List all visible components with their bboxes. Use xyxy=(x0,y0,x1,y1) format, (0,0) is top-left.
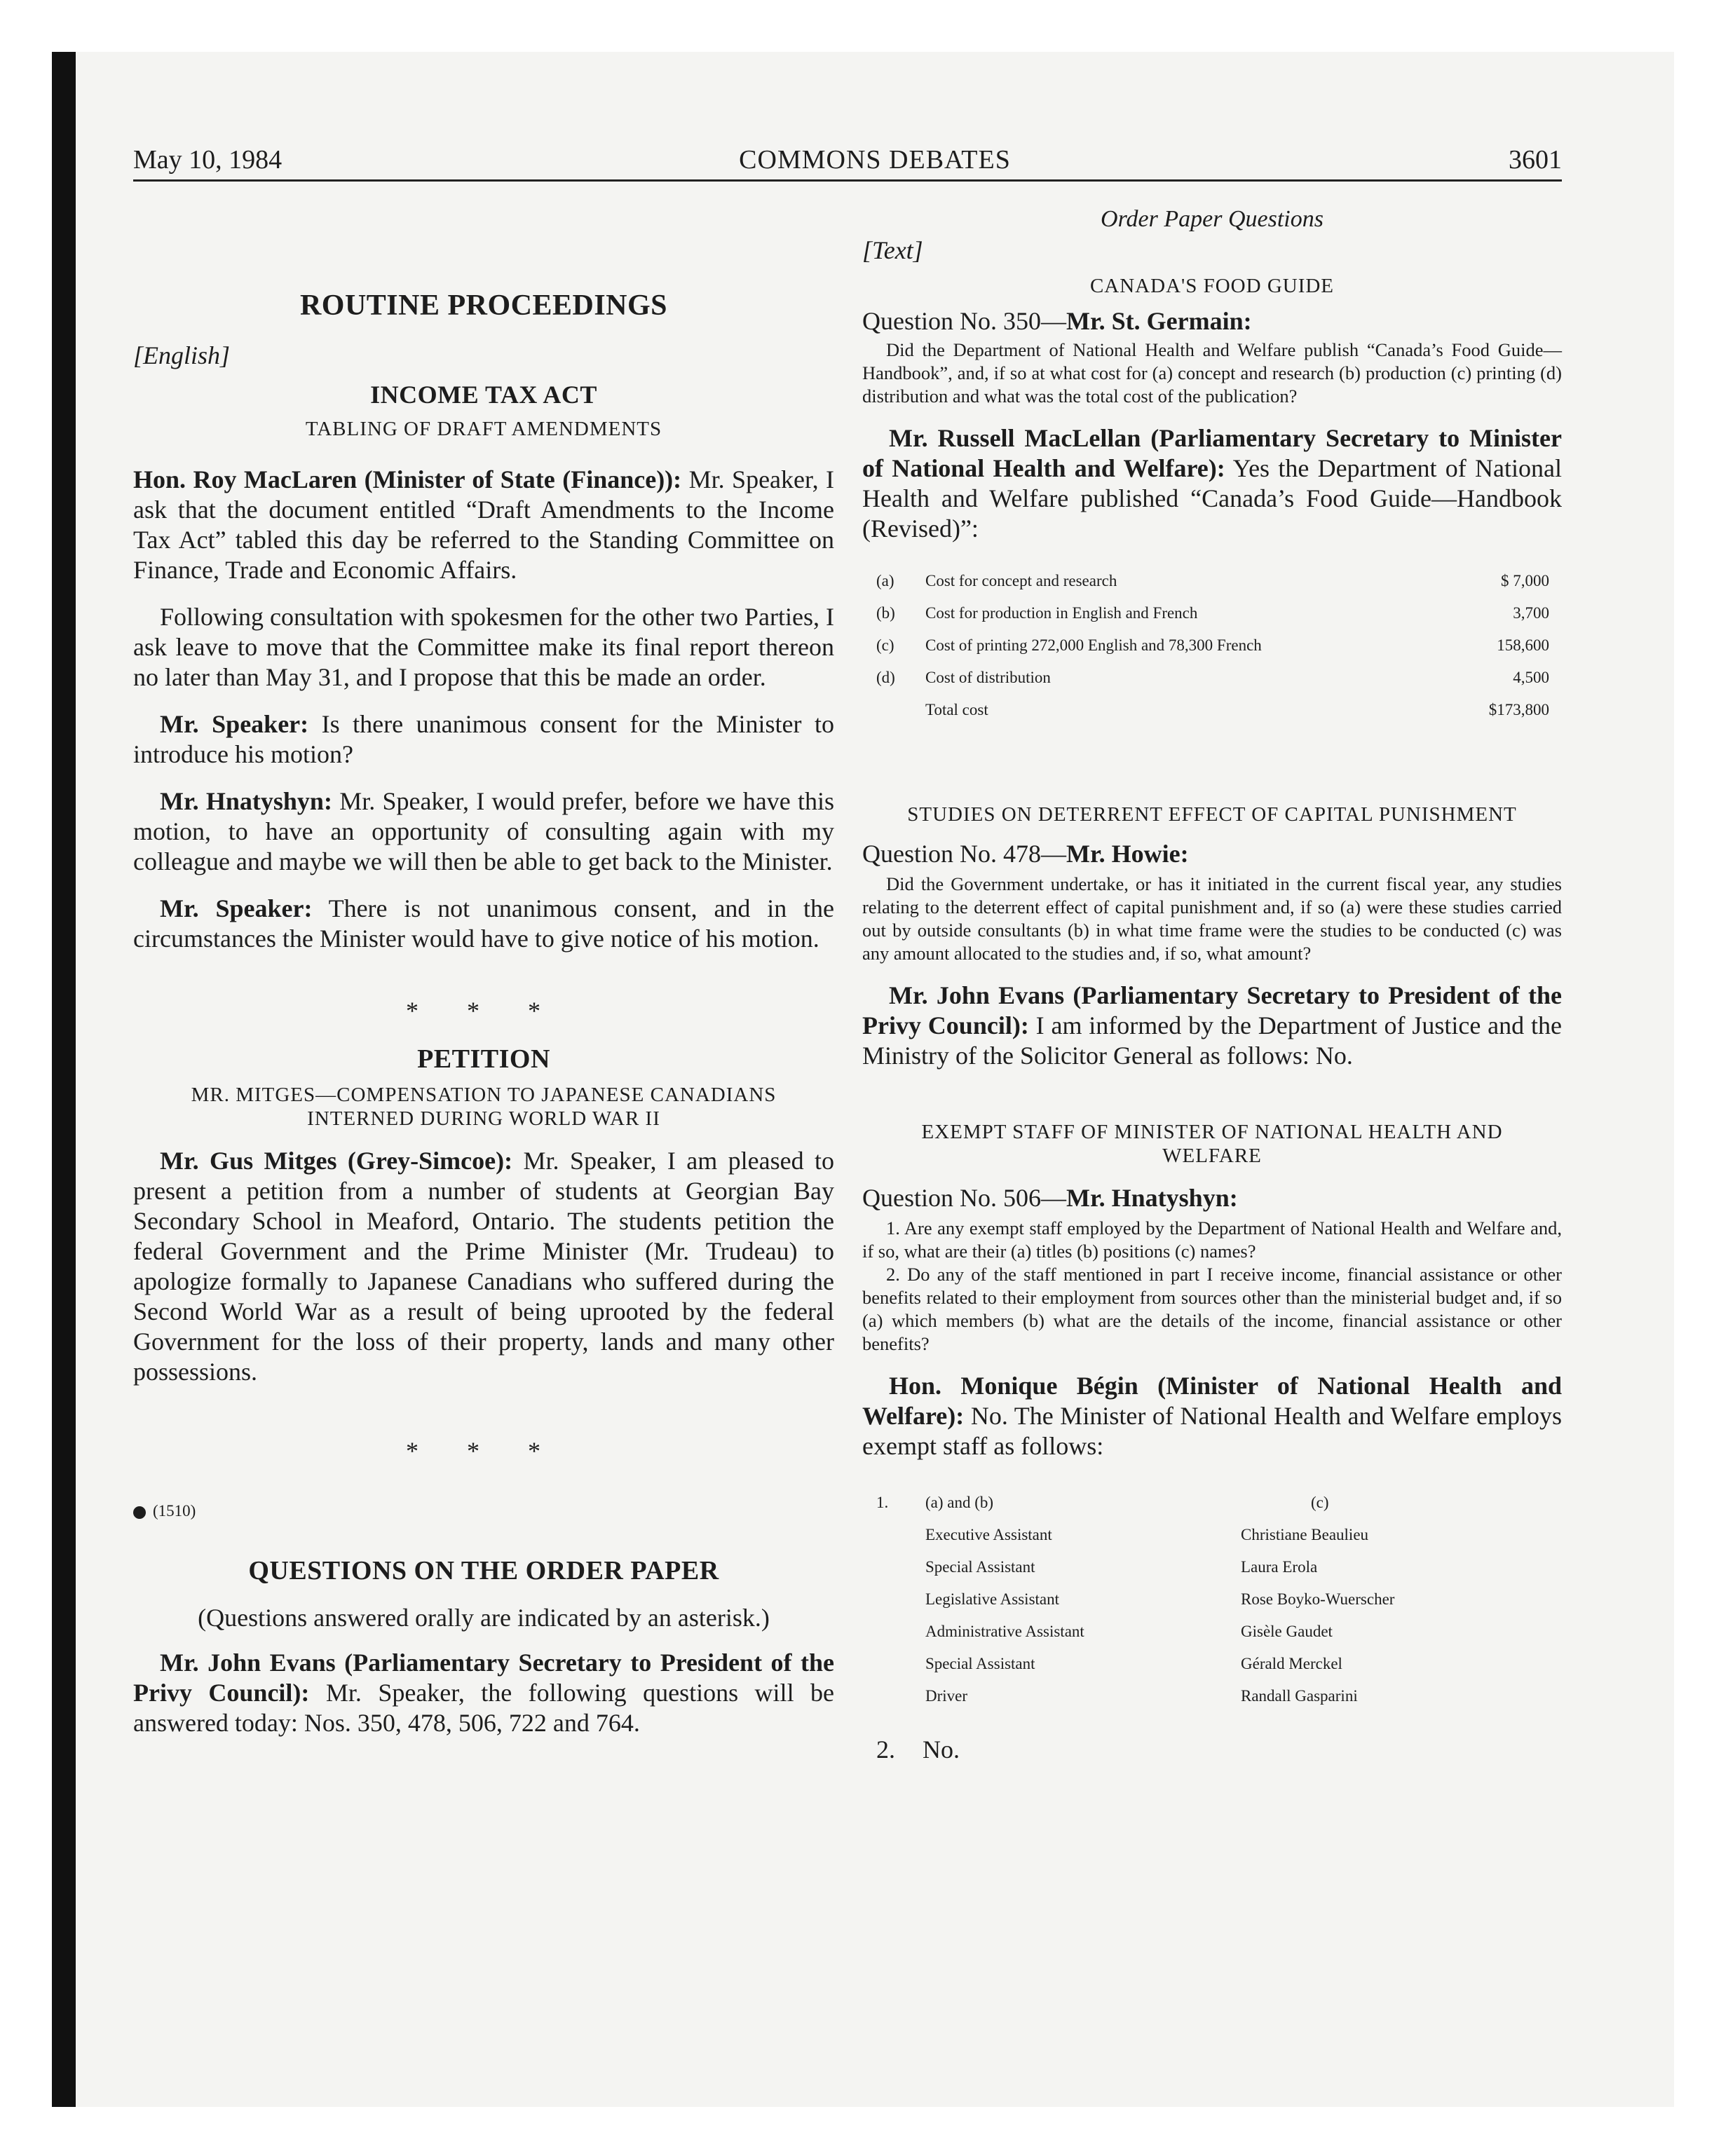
staff-table-header xyxy=(876,1494,1394,1526)
speaker-name: Hon. Monique Bégin (Minister of National Health and Welfare): xyxy=(862,1372,1562,1430)
staff-column-header: (c) xyxy=(1311,1494,1329,1511)
speaker-name: Mr. Speaker: xyxy=(160,894,313,922)
capital-punishment-heading: STUDIES ON DETERRENT EFFECT OF CAPITAL PUNISHMENT xyxy=(907,803,1517,826)
question-350-text: Did the Department of National Health and Welfare publish “Canada’s Food Guide—Handbook”, and, if so at what cost for (a) concept and research (b) production (c) printing (d) distribution and what was the total cost of the publication? xyxy=(862,339,1562,407)
document-page xyxy=(76,52,1674,2107)
cost-label xyxy=(876,701,925,733)
staff-name: Christiane Beaulieu xyxy=(1241,1526,1369,1543)
language-note: [English] xyxy=(133,341,231,369)
income-tax-subheading: TABLING OF DRAFT AMENDMENTS xyxy=(305,418,662,440)
speaker-name: Mr. John Evans (Parliamentary Secretary to President of the Privy Council): xyxy=(862,981,1562,1039)
staff-spacer xyxy=(876,1590,925,1623)
cost-row xyxy=(876,701,1549,733)
cost-amount: $173,800 xyxy=(1488,701,1549,718)
staff-table xyxy=(876,1494,1394,1719)
cost-item: Cost of distribution xyxy=(925,669,1051,686)
cost-item: Cost for production in English and French xyxy=(925,604,1198,622)
right-column xyxy=(862,192,1562,1764)
answer-506 xyxy=(862,1371,1562,1461)
left-column xyxy=(133,192,834,1738)
paragraph-mitges xyxy=(133,1146,834,1387)
cost-amount: 4,500 xyxy=(1513,669,1549,686)
staff-title: Legislative Assistant xyxy=(925,1590,1060,1608)
staff-spacer xyxy=(876,1655,925,1687)
staff-spacer xyxy=(876,1558,925,1590)
paragraph-text: Mr. Speaker, I ask that the document entitled “Draft Amendments to the Income Tax Act” tabled this day be referred to the Standing Committee on Finance, Trade and Economic Affairs. xyxy=(133,465,834,584)
scan-border xyxy=(52,52,76,2107)
order-paper-heading: Order Paper Questions xyxy=(1101,206,1324,232)
exempt-staff-heading: EXEMPT STAFF OF MINISTER OF NATIONAL HEALTH AND WELFARE xyxy=(921,1121,1503,1167)
staff-row xyxy=(876,1526,1394,1558)
food-guide-heading: CANADA'S FOOD GUIDE xyxy=(1089,275,1335,297)
paragraph-text: I am informed by the Department of Justice and the Ministry of the Solicitor General as follows: No. xyxy=(862,1011,1562,1070)
section-separator: * * * xyxy=(406,1437,562,1465)
cost-amount: $ 7,000 xyxy=(1501,572,1549,589)
staff-title: Administrative Assistant xyxy=(925,1623,1084,1640)
cost-row xyxy=(876,604,1549,636)
staff-name: Gérald Merckel xyxy=(1241,1655,1342,1672)
header-title: COMMONS DEBATES xyxy=(739,145,1011,175)
header-page-number: 3601 xyxy=(1509,145,1562,175)
cost-label: (c) xyxy=(876,636,894,654)
cost-label: (a) xyxy=(876,572,894,589)
questions-heading: QUESTIONS ON THE ORDER PAPER xyxy=(248,1556,719,1585)
speaker-name: Mr. Speaker: xyxy=(160,710,309,738)
questions-note: (Questions answered orally are indicated by an asterisk.) xyxy=(198,1604,770,1632)
language-note: [Text] xyxy=(862,236,923,264)
question-350-heading: Question No. 350—Mr. St. Germain: xyxy=(862,307,1252,335)
staff-row xyxy=(876,1590,1394,1623)
speaker-name: Mr. Gus Mitges (Grey-Simcoe): xyxy=(160,1147,513,1175)
staff-title: Executive Assistant xyxy=(925,1526,1052,1543)
question-506-heading: Question No. 506—Mr. Hnatyshyn: xyxy=(862,1184,1238,1212)
staff-name: Laura Erola xyxy=(1241,1558,1318,1576)
speaker-name: Mr. John Evans (Parliamentary Secretary to President of the Privy Council): xyxy=(133,1649,834,1707)
question-506-part2: 2. Do any of the staff mentioned in part I receive income, financial assistance or other benefits related to their employment from sources other than the ministerial budget and, if so (a) which members (b) what are the details of the income, financial assistance or other benefits? xyxy=(862,1264,1562,1354)
cost-row xyxy=(876,636,1549,669)
staff-row xyxy=(876,1687,1394,1719)
staff-row xyxy=(876,1655,1394,1687)
petition-heading: PETITION xyxy=(417,1044,550,1074)
cost-table xyxy=(876,572,1549,733)
cost-amount: 3,700 xyxy=(1513,604,1549,622)
staff-row xyxy=(876,1623,1394,1655)
question-478-text: Did the Government undertake, or has it initiated in the current fiscal year, any studies relating to the deterrent effect of capital punishment and, if so (a) were these studies carried out by outside consultants (b) in what time frame were the studies to be conducted (c) was any amount allocated to the studies and, if so, what amount? xyxy=(862,873,1562,964)
staff-row xyxy=(876,1558,1394,1590)
staff-name: Randall Gasparini xyxy=(1241,1687,1358,1705)
answer-350 xyxy=(862,423,1562,544)
paragraph-hnatyshyn xyxy=(133,786,834,877)
routine-proceedings-heading: ROUTINE PROCEEDINGS xyxy=(299,289,668,322)
staff-spacer xyxy=(876,1623,925,1655)
question-506-part1: 1. Are any exempt staff employed by the Department of National Health and Welfare and, if so, what are their (a) titles (b) positions (c) names? xyxy=(862,1217,1562,1262)
header-date: May 10, 1984 xyxy=(133,145,283,175)
paragraph-text: Mr. Speaker, the following questions will be answered today: Nos. 350, 478, 506, 722 and 764. xyxy=(133,1679,834,1737)
paragraph-consultation: Following consultation with spokesmen for the other two Parties, I ask leave to move that the Committee make its final report thereon no later than May 31, and I propose that this be made an order. xyxy=(133,603,834,691)
answer-506-part2: 2. No. xyxy=(876,1735,960,1763)
section-separator: * * * xyxy=(406,997,562,1025)
paragraph-text: Is there unanimous consent for the Minister to introduce his motion? xyxy=(133,710,834,768)
question-478-heading: Question No. 478—Mr. Howie: xyxy=(862,840,1189,868)
paragraph-text: Mr. Speaker, I would prefer, before we have this motion, to have an opportunity of consulting again with my colleague and maybe we will then be able to get back to the Minister. xyxy=(133,787,834,875)
time-marker: (1510) xyxy=(133,1502,834,1520)
paragraph-text: There is not unanimous consent, and in the circumstances the Minister would have to give notice of his motion. xyxy=(133,894,834,953)
cost-row xyxy=(876,669,1549,701)
petition-subheading: MR. MITGES—COMPENSATION TO JAPANESE CANADIANS INTERNED DURING WORLD WAR II xyxy=(191,1084,777,1130)
staff-title: Driver xyxy=(925,1687,968,1705)
cost-label: (d) xyxy=(876,669,895,686)
speaker-name: Hon. Roy MacLaren (Minister of State (Finance)): xyxy=(133,465,682,493)
income-tax-heading: INCOME TAX ACT xyxy=(370,381,597,409)
paragraph-text: No. The Minister of National Health and Welfare employs exempt staff as follows: xyxy=(862,1402,1562,1460)
cost-item: Cost of printing 272,000 English and 78,300 French xyxy=(925,636,1262,654)
staff-title: Special Assistant xyxy=(925,1558,1035,1576)
staff-title: Special Assistant xyxy=(925,1655,1035,1672)
cost-row xyxy=(876,572,1549,604)
paragraph-text: Mr. Speaker, I am pleased to present a petition from a number of students at Georgian Bay Secondary School in Meaford, Ontario. The students petition the federal Government and the Prime Minister (Mr. Trudeau) to apologize formally to Japanese Canadians who suffered during the Second World War as a result of being uprooted by the federal Government for the loss of their property, lands and many other possessions. xyxy=(133,1147,835,1386)
paragraph-maclaren xyxy=(133,465,834,585)
staff-number: 1. xyxy=(876,1494,889,1511)
paragraph-speaker-consent xyxy=(133,709,834,770)
bullet-icon xyxy=(133,1506,146,1519)
paragraph-evans xyxy=(133,1648,834,1738)
staff-name: Gisèle Gaudet xyxy=(1241,1623,1333,1640)
answer-478 xyxy=(862,981,1562,1071)
speaker-name: Mr. Russell MacLellan (Parliamentary Secretary to Minister of National Health and Welfare): xyxy=(862,424,1562,482)
staff-spacer xyxy=(876,1526,925,1558)
paragraph-speaker-notice xyxy=(133,894,834,954)
staff-spacer xyxy=(876,1687,925,1719)
staff-name: Rose Boyko-Wuerscher xyxy=(1241,1590,1395,1608)
cost-item: Total cost xyxy=(925,701,988,718)
staff-column-header: (a) and (b) xyxy=(925,1494,994,1511)
cost-item: Cost for concept and research xyxy=(925,572,1117,589)
cost-amount: 158,600 xyxy=(1497,636,1549,654)
header-rule xyxy=(133,179,1562,182)
paragraph-text: Yes the Department of National Health and Welfare published “Canada’s Food Guide—Handbook (Revised)”: xyxy=(862,454,1562,543)
cost-label: (b) xyxy=(876,604,895,622)
speaker-name: Mr. Hnatyshyn: xyxy=(160,787,332,815)
